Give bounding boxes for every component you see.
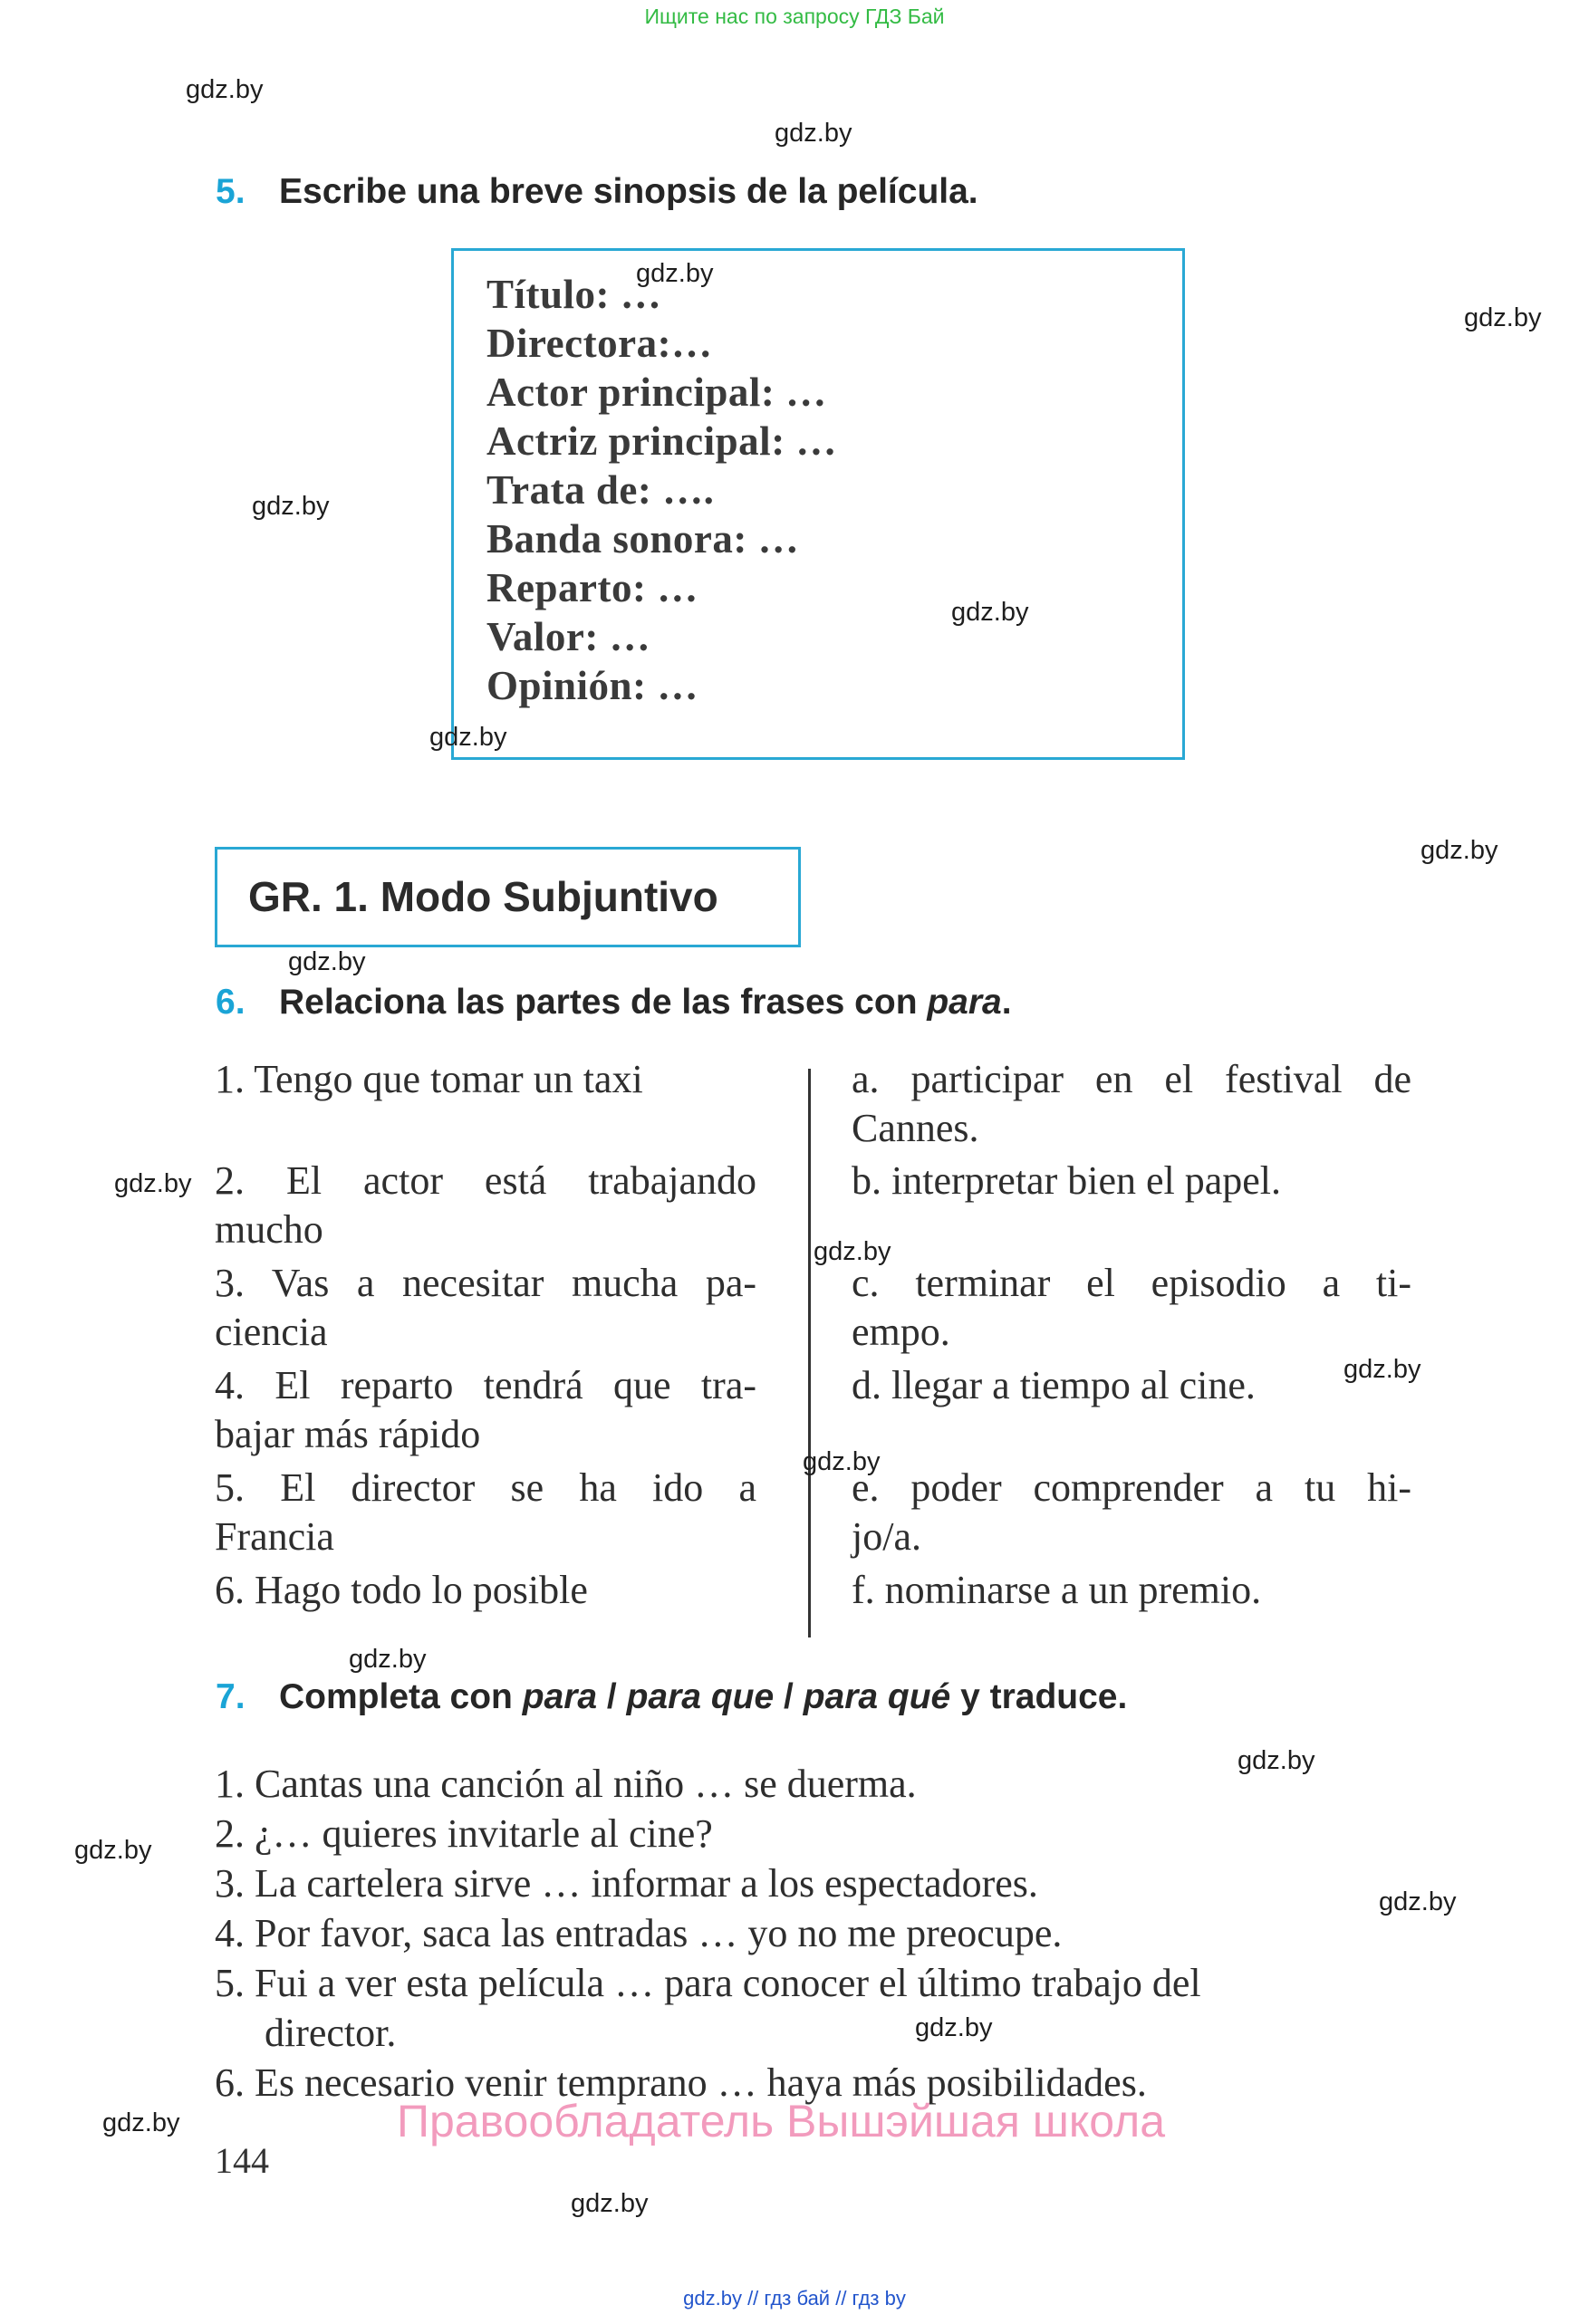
- exercise-7-item: 4. Por favor, saca las entradas … yo no me preocupe.: [215, 1911, 1063, 1955]
- exercise-7-title: Completa con: [279, 1677, 523, 1716]
- watermark: gdz.by: [288, 947, 366, 976]
- watermark: gdz.by: [1343, 1355, 1421, 1384]
- watermark: gdz.by: [349, 1645, 427, 1674]
- watermark: gdz.by: [252, 492, 330, 521]
- watermark: gdz.by: [186, 75, 264, 104]
- watermark: gdz.by: [951, 598, 1029, 627]
- left-item: 3. Vas a necesitar mucha pa-: [215, 1261, 756, 1305]
- synopsis-field: Reparto: …: [486, 565, 698, 610]
- exercise-6-heading: [216, 983, 1012, 1023]
- exercise-7-title-sep-1: /: [597, 1677, 627, 1716]
- synopsis-field: Título: …: [486, 272, 662, 317]
- right-item: b. interpretar bien el papel.: [852, 1158, 1282, 1203]
- watermark: gdz.by: [1420, 836, 1498, 865]
- right-item-cont: empo.: [852, 1310, 950, 1354]
- synopsis-field: Directora:…: [486, 321, 713, 366]
- right-item: a. participar en el festival de: [852, 1057, 1411, 1101]
- exercise-7-title-italic-2: para que: [626, 1677, 775, 1716]
- column-divider: [808, 1069, 811, 1637]
- watermark: gdz.by: [114, 1169, 192, 1198]
- left-item: 2. El actor está trabajando: [215, 1158, 756, 1203]
- exercise-6-title-italic: para: [927, 983, 1002, 1022]
- watermark: gdz.by: [429, 723, 507, 752]
- exercise-7-title-italic-1: para: [522, 1677, 598, 1716]
- watermark: gdz.by: [74, 1836, 152, 1865]
- synopsis-field: Actor principal: …: [486, 370, 827, 415]
- exercise-7-item: 5. Fui a ver esta película … para conocer el último trabajo del: [215, 1961, 1201, 2005]
- left-item: 1. Tengo que tomar un taxi: [215, 1057, 643, 1101]
- exercise-7-item: 1. Cantas una canción al niño … se duerma.: [215, 1762, 917, 1806]
- synopsis-field: Valor: …: [486, 614, 651, 659]
- page-number: 144: [215, 2140, 269, 2181]
- watermark: gdz.by: [636, 259, 714, 288]
- watermark: gdz.by: [571, 2189, 649, 2218]
- exercise-6-number: 6.: [216, 983, 246, 1022]
- left-item: 5. El director se ha ido a: [215, 1465, 756, 1510]
- synopsis-box: [451, 248, 1185, 760]
- exercise-7-item-cont: director.: [265, 2011, 397, 2055]
- watermark: gdz.by: [803, 1447, 881, 1476]
- exercise-7-heading: [216, 1677, 1127, 1717]
- exercise-7-item: 2. ¿… quieres invitarle al cine?: [215, 1811, 713, 1856]
- watermark: gdz.by: [1379, 1887, 1457, 1916]
- exercise-5-heading: [216, 172, 978, 212]
- exercise-6-title-end: .: [1001, 983, 1012, 1022]
- bottom-banner[interactable]: gdz.by // гдз бай // гдз by: [683, 2287, 906, 2310]
- exercise-7-item: 6. Es necesario venir temprano … haya más posibilidades.: [215, 2060, 1147, 2105]
- exercise-5-number: 5.: [216, 172, 246, 211]
- right-item: c. terminar el episodio a ti-: [852, 1261, 1411, 1305]
- exercise-7-title-sep-2: /: [774, 1677, 804, 1716]
- exercise-6-title: Relaciona las partes de las frases con: [279, 983, 928, 1022]
- watermark: gdz.by: [814, 1237, 891, 1266]
- right-item-cont: jo/a.: [852, 1514, 921, 1559]
- grammar-box: [215, 847, 801, 947]
- exercise-7-title-end: y traduce.: [950, 1677, 1128, 1716]
- grammar-heading: GR. 1. Modo Subjuntivo: [248, 873, 718, 920]
- left-item-cont: ciencia: [215, 1310, 328, 1354]
- watermark: gdz.by: [102, 2108, 180, 2137]
- right-item: f. nominarse a un premio.: [852, 1568, 1262, 1612]
- synopsis-field: Trata de: ….: [486, 467, 715, 513]
- left-item: 4. El reparto tendrá que tra-: [215, 1363, 756, 1407]
- watermark: gdz.by: [915, 2013, 993, 2042]
- left-item-cont: bajar más rápido: [215, 1412, 481, 1456]
- right-item: e. poder comprender a tu hi-: [852, 1465, 1411, 1510]
- rights-holder-stamp: Правообладатель Вышэйшая школа: [397, 2096, 1165, 2146]
- exercise-7-item: 3. La cartelera sirve … informar a los espectadores.: [215, 1861, 1038, 1906]
- synopsis-field: Banda sonora: …: [486, 516, 800, 562]
- left-item-cont: Francia: [215, 1514, 334, 1559]
- left-item: 6. Hago todo lo posible: [215, 1568, 588, 1612]
- watermark: gdz.by: [1464, 303, 1542, 332]
- exercise-5-title: Escribe una breve sinopsis de la película.: [279, 172, 978, 211]
- exercise-7-number: 7.: [216, 1677, 246, 1716]
- watermark: gdz.by: [775, 119, 852, 148]
- right-item-cont: Cannes.: [852, 1106, 979, 1150]
- top-banner[interactable]: Ищите нас по запросу ГДЗ Бай: [644, 5, 945, 28]
- synopsis-field: Opinión: …: [486, 663, 698, 708]
- synopsis-field: Actriz principal: …: [486, 418, 837, 464]
- exercise-7-title-italic-3: para qué: [803, 1677, 951, 1716]
- watermark: gdz.by: [1237, 1746, 1315, 1775]
- left-item-cont: mucho: [215, 1207, 323, 1252]
- right-item: d. llegar a tiempo al cine.: [852, 1363, 1256, 1407]
